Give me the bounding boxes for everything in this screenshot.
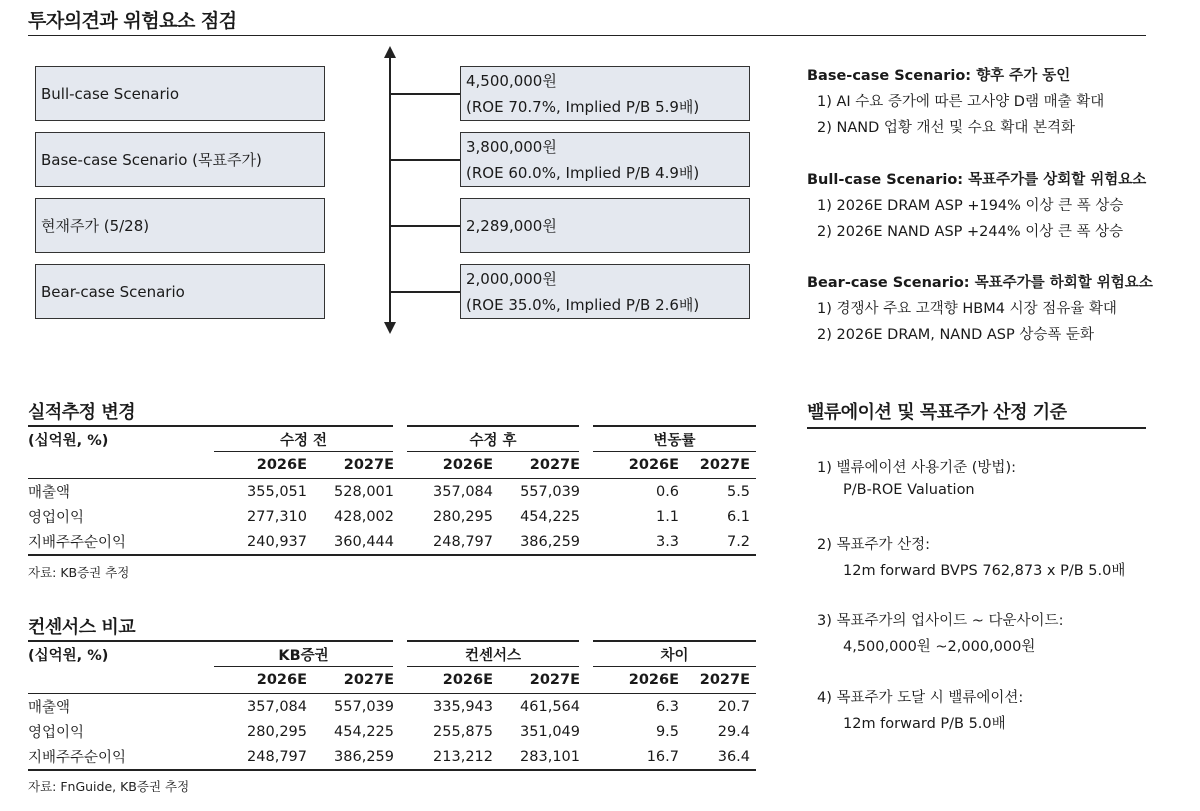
note-item: 2) 2026E DRAM, NAND ASP 상승폭 둔화 <box>817 327 1094 343</box>
group-header: 컨센서스 <box>400 641 586 667</box>
note-item: 1) 2026E DRAM ASP +194% 이상 큰 폭 상승 <box>817 198 1124 214</box>
table-cell: 360,444 <box>334 533 395 550</box>
table-cell: 557,039 <box>334 698 394 715</box>
table-cell: 280,295 <box>247 723 307 740</box>
table-cell: 461,564 <box>520 698 580 715</box>
table-cell: 5.5 <box>726 483 751 500</box>
connector-line <box>390 93 460 95</box>
table-row <box>28 694 756 720</box>
estimates-table <box>28 425 756 556</box>
year-header: 2026E <box>400 452 499 479</box>
table-cell: 557,039 <box>520 483 581 500</box>
table-cell: 0.6 <box>655 483 680 500</box>
valuation-item-label: 4) 목표주가 도달 시 밸류에이션: <box>817 690 1024 706</box>
valuation-item-label: 3) 목표주가의 업사이드 ~ 다운사이드: <box>817 613 1064 629</box>
valuation-item-detail: 4,500,000원 ~2,000,000원 <box>843 639 1036 655</box>
table-cell: 255,875 <box>433 723 493 740</box>
row-label: 영업이익 <box>28 725 85 741</box>
table-cell: 36.4 <box>717 748 751 765</box>
price-value: 2,000,000원 <box>466 270 557 288</box>
table-cell: 386,259 <box>520 533 581 550</box>
connector-line <box>390 159 460 161</box>
group-header: 차이 <box>586 641 756 667</box>
table-cell: 213,212 <box>433 748 493 765</box>
scenario-box-bull <box>35 66 325 121</box>
year-header: 2027E <box>499 667 586 694</box>
scenario-label: Bear-case Scenario <box>41 282 185 301</box>
note-heading: Base-case Scenario: 향후 주가 동인 <box>807 68 1071 84</box>
row-label: 지배주주순이익 <box>28 750 127 766</box>
group-header: 수정 전 <box>214 426 400 452</box>
note-item: 2) 2026E NAND ASP +244% 이상 큰 폭 상승 <box>817 224 1124 240</box>
valuation-item <box>817 533 1125 585</box>
table-cell: 248,797 <box>247 748 307 765</box>
year-header: 2027E <box>313 452 400 479</box>
price-value: 4,500,000원 <box>466 72 557 90</box>
price-detail: (ROE 60.0%, Implied P/B 4.9배) <box>466 164 700 182</box>
table-cell: 9.5 <box>655 723 679 740</box>
table-cell: 355,051 <box>247 483 307 500</box>
year-header: 2026E <box>214 667 313 694</box>
title-divider <box>28 35 1146 36</box>
table-cell: 454,225 <box>334 723 394 740</box>
estimates-source: 자료: KB증권 추정 <box>28 565 130 580</box>
row-label: 매출액 <box>28 485 71 501</box>
note-item: 1) 경쟁사 주요 고객향 HBM4 시장 점유율 확대 <box>817 301 1117 317</box>
table-cell: 29.4 <box>717 723 751 740</box>
note-item: 1) AI 수요 증가에 따른 고사양 D램 매출 확대 <box>817 94 1105 110</box>
table-row <box>28 744 756 770</box>
table-cell: 20.7 <box>717 698 751 715</box>
note-bull <box>807 168 1146 246</box>
table-row <box>28 504 756 529</box>
unit-label: (십억원, %) <box>28 432 109 449</box>
valuation-item <box>817 609 1063 661</box>
consensus-source: 자료: FnGuide, KB증권 추정 <box>28 779 190 794</box>
note-bear <box>807 271 1153 349</box>
note-heading: Bear-case Scenario: 목표주가를 하회할 위험요소 <box>807 275 1153 291</box>
table-cell: 240,937 <box>247 533 307 550</box>
year-header: 2027E <box>313 667 400 694</box>
valuation-item-detail: 12m forward P/B 5.0배 <box>843 716 1006 732</box>
table-cell: 280,295 <box>433 508 494 525</box>
connector-line <box>390 225 460 227</box>
price-value: 2,289,000원 <box>466 217 557 235</box>
year-header: 2027E <box>685 452 756 479</box>
scenario-box-current <box>35 198 325 253</box>
page-title: 투자의견과 위험요소 점검 <box>28 10 237 32</box>
table-row <box>28 529 756 555</box>
note-item: 2) NAND 업황 개선 및 수요 확대 본격화 <box>817 120 1076 136</box>
group-header: 수정 후 <box>400 426 586 452</box>
value-box-current <box>460 198 750 253</box>
table-cell: 454,225 <box>520 508 581 525</box>
consensus-title: 컨센서스 비교 <box>28 617 136 638</box>
year-header: 2027E <box>499 452 586 479</box>
table-cell: 386,259 <box>334 748 394 765</box>
header-spacer <box>28 667 214 694</box>
scenario-box-base <box>35 132 325 187</box>
table-cell: 283,101 <box>520 748 580 765</box>
valuation-item-label: 2) 목표주가 산정: <box>817 537 931 553</box>
unit-label: (십억원, %) <box>28 647 109 664</box>
valuation-item-detail: P/B-ROE Valuation <box>843 482 975 498</box>
table-cell: 277,310 <box>247 508 307 525</box>
value-box-bull <box>460 66 750 121</box>
table-cell: 351,049 <box>520 723 580 740</box>
table-cell: 357,084 <box>433 483 494 500</box>
year-header: 2026E <box>586 452 685 479</box>
price-detail: (ROE 35.0%, Implied P/B 2.6배) <box>466 296 700 314</box>
table-cell: 428,002 <box>334 508 395 525</box>
price-detail: (ROE 70.7%, Implied P/B 5.9배) <box>466 98 700 116</box>
table-cell: 248,797 <box>433 533 494 550</box>
estimates-title: 실적추정 변경 <box>28 402 136 423</box>
table-cell: 3.3 <box>655 533 680 550</box>
table-cell: 16.7 <box>646 748 679 765</box>
year-header: 2027E <box>685 667 756 694</box>
scenario-label: Bull-case Scenario <box>41 84 180 103</box>
note-base <box>807 64 1104 142</box>
valuation-item <box>817 456 1016 508</box>
year-header: 2026E <box>586 667 685 694</box>
header-spacer <box>28 452 214 479</box>
year-header: 2026E <box>214 452 313 479</box>
table-cell: 357,084 <box>247 698 307 715</box>
connector-line <box>390 291 460 293</box>
table-cell: 1.1 <box>655 508 680 525</box>
table-cell: 335,943 <box>433 698 493 715</box>
table-cell: 6.3 <box>655 698 679 715</box>
group-header: KB증권 <box>214 641 400 667</box>
valuation-item-label: 1) 밸류에이션 사용기준 (방법): <box>817 460 1016 476</box>
valuation-item-detail: 12m forward BVPS 762,873 x P/B 5.0배 <box>843 563 1126 579</box>
year-header: 2026E <box>400 667 499 694</box>
scenario-label: Base-case Scenario (목표주가) <box>41 151 262 169</box>
row-label: 지배주주순이익 <box>28 535 127 551</box>
table-row <box>28 719 756 744</box>
table-row <box>28 479 756 505</box>
group-header: 변동률 <box>586 426 756 452</box>
table-cell: 7.2 <box>726 533 751 550</box>
table-cell: 6.1 <box>726 508 751 525</box>
price-value: 3,800,000원 <box>466 138 557 156</box>
note-heading: Bull-case Scenario: 목표주가를 상회할 위험요소 <box>807 172 1147 188</box>
scenario-label: 현재주가 (5/28) <box>41 217 150 235</box>
valuation-title: 밸류에이션 및 목표주가 산정 기준 <box>807 402 1067 423</box>
row-label: 영업이익 <box>28 510 85 526</box>
value-box-base <box>460 132 750 187</box>
table-cell: 528,001 <box>334 483 395 500</box>
consensus-table <box>28 640 756 771</box>
valuation-item <box>817 686 1023 738</box>
row-label: 매출액 <box>28 700 71 716</box>
value-box-bear <box>460 264 750 319</box>
valuation-divider <box>807 427 1146 429</box>
scenario-box-bear <box>35 264 325 319</box>
